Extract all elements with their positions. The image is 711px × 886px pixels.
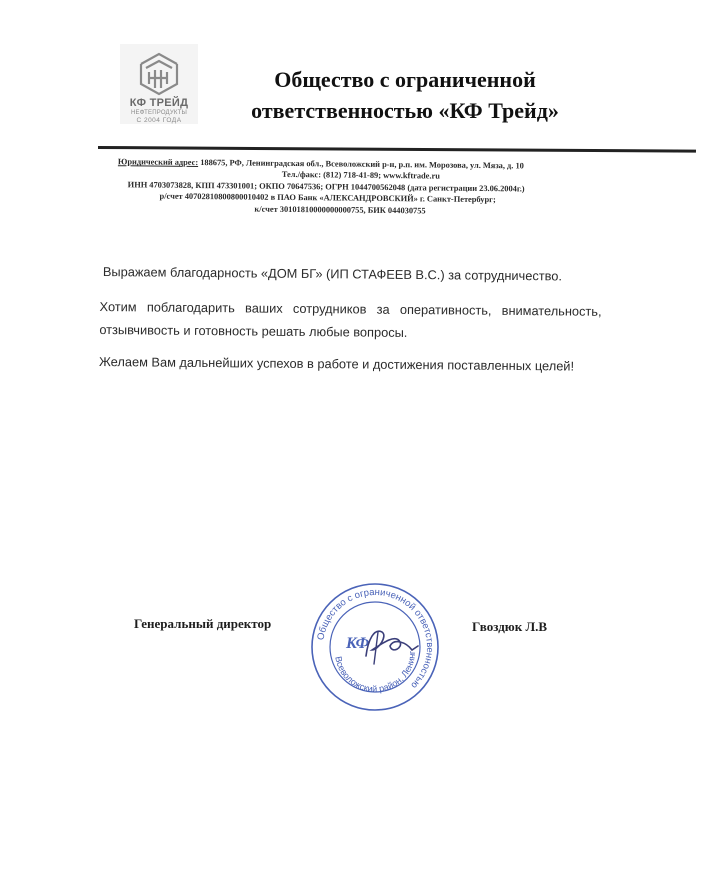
header-divider: [98, 146, 696, 153]
seal-outer-text: Общество с ограниченной ответственностью: [315, 586, 436, 691]
logo-name: КФ ТРЕЙД: [129, 97, 189, 109]
seal-center-text: КФ: [346, 635, 370, 652]
body-paragraph-2: Хотим поблагодарить ваших сотрудников за оперативность, внимательность, отзывчивость и готовность решать любые вопросы.: [99, 298, 602, 340]
body-paragraph-1: Выражаем благодарность «ДОМ БГ» (ИП СТАФЕЕВ В.С.) за сотрудничество.: [102, 264, 563, 284]
address-label: Юридический адрес:: [117, 157, 199, 168]
requisites-phone: Тел./факс: (812) 718-41-89; www.kftrade.ru: [281, 170, 440, 181]
signatory-position: Генеральный директор: [134, 616, 272, 631]
logo-since: С 2004 ГОДА: [136, 117, 182, 124]
kf-trade-logo-icon: [133, 48, 185, 96]
signatory-name: Гвоздюк Л.В: [472, 619, 548, 634]
requisites-corr-account: к/счет 30101810000000000755, БИК 044030755: [254, 204, 426, 216]
company-requisites: [99, 156, 700, 219]
seal-inner-text: Всеволожский район, Ленинг: [333, 650, 418, 695]
company-logo: [120, 44, 198, 124]
requisites-ids: ИНН 4703073828, КПП 473301001; ОКПО 70647536; ОГРН 1044700562048 (дата регистрации 23.06.2004г.): [127, 180, 525, 194]
logo-subtitle: НЕФТЕПРОДУКТЫ: [131, 110, 187, 116]
company-seal-icon: [308, 580, 442, 714]
letter-body: [99, 264, 602, 374]
requisites-account: р/счет 40702810800800010402 в ПАО Банк «АЛЕКСАНДРОВСКИЙ» г. Санкт-Петербург;: [159, 191, 496, 205]
company-title-line1: Общество с ограниченной: [274, 67, 536, 92]
company-title-line2: ответственностью «КФ Трейд»: [251, 98, 559, 123]
body-paragraph-3: Желаем Вам дальнейших успехов в работе и достижения поставленных целей!: [98, 353, 575, 374]
company-title: [220, 64, 590, 126]
address-value: 188675, РФ, Ленинградская обл., Всеволожский р-н, р.п. им. Морозова, ул. Мяза, д. 10: [198, 158, 524, 171]
company-seal: [308, 580, 442, 714]
